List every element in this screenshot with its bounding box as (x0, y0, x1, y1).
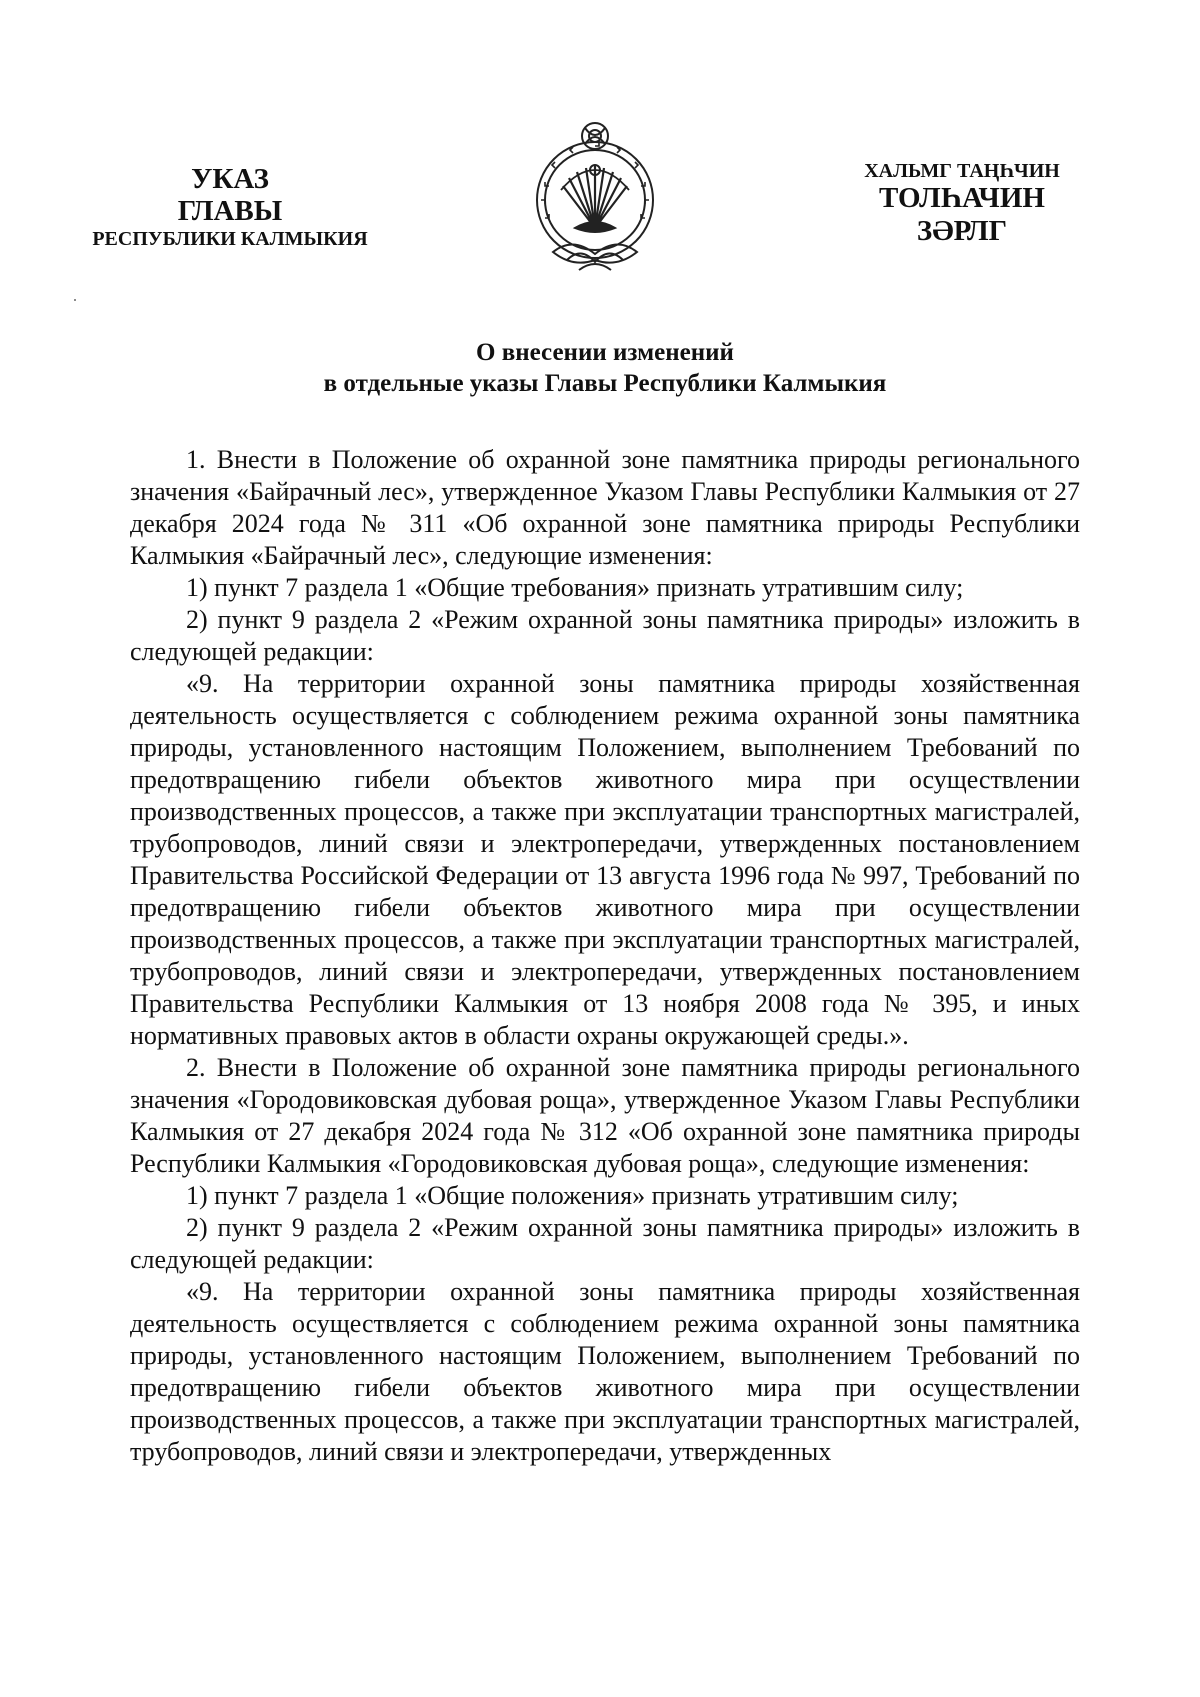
paragraph-1-item-2: 2) пункт 9 раздела 2 «Режим охранной зоны памятника природы» изложить в следующей редакции: (130, 605, 1080, 666)
paragraph-1-quote: «9. На территории охранной зоны памятника природы хозяйственная деятельность осуществляется с соблюдением режима охранной зоны памятника природы, установленного настоящим Положением, выполнением Требований по предотвращению гибели объектов животного мира при осуществлении производственных процессов, а также при эксплуатации транспортных магистралей, трубопроводов, линий связи и электропередачи, утвержденных постановлением Правительства Российской Федерации от 13 августа 1996 года № 997, Требований по предотвращению гибели объектов животного мира при осуществлении производственных процессов, а также при эксплуатации транспортных магистралей, трубопроводов, линий связи и электропередачи, утвержденных постановлением Правительства Республики Калмыкия от 13 ноября 2008 года № 395, и иных нормативных правовых актов в области охраны окружающей среды.». (130, 669, 1080, 1050)
paragraph-2-item-1: 1) пункт 7 раздела 1 «Общие положения» признать утратившим силу; (186, 1181, 959, 1210)
header-right-block (792, 160, 1132, 247)
header-left-line2: ГЛАВЫ (177, 195, 283, 228)
title-line1: О внесении изменений (476, 339, 734, 366)
header-right-line3: ЗӘРЛГ (916, 214, 1008, 247)
scan-speck (74, 299, 76, 301)
title-line2: в отдельные указы Главы Республики Калмыкия (323, 369, 887, 397)
header-right-line1: ХАЛЬМГ ТАҢҺЧИН (864, 160, 1060, 182)
paragraph-2-quote: «9. На территории охранной зоны памятника природы хозяйственная деятельность осуществляется с соблюдением режима охранной зоны памятника природы, установленного настоящим Положением, выполнением Требований по предотвращению гибели объектов животного мира при осуществлении производственных процессов, а также при эксплуатации транспортных магистралей, трубопроводов, линий связи и электропередачи, утвержденных (130, 1277, 1080, 1466)
paragraph-2-item-2: 2) пункт 9 раздела 2 «Режим охранной зоны памятника природы» изложить в следующей редакции: (130, 1213, 1080, 1274)
document-title (130, 338, 1080, 399)
header-left-line1: УКАЗ (191, 163, 269, 195)
paragraph-1-item-1: 1) пункт 7 раздела 1 «Общие требования» признать утратившим силу; (186, 573, 964, 602)
paragraph-2: 2. Внести в Положение об охранной зоне памятника природы регионального значения «Городовиковская дубовая роща», утвержденное Указом Главы Республики Калмыкия от 27 декабря 2024 года № 312 «Об охранной зоне памятника природы Республики Калмыкия «Городовиковская дубовая роща», следующие изменения: (130, 1053, 1080, 1178)
header-right-line2: ТОЛҺАЧИН (879, 182, 1045, 215)
header-left-line3: РЕСПУБЛИКИ КАЛМЫКИЯ (92, 227, 368, 250)
document-body (130, 444, 1080, 1468)
paragraph-1: 1. Внести в Положение об охранной зоне памятника природы регионального значения «Байрачный лес», утвержденное Указом Главы Республики Калмыкия от 27 декабря 2024 года № 311 «Об охранной зоне памятника природы Республики Калмыкия «Байрачный лес», следующие изменения: (130, 445, 1080, 570)
header-left-block (60, 163, 400, 250)
kalmykia-coat-of-arms-icon (523, 120, 667, 280)
